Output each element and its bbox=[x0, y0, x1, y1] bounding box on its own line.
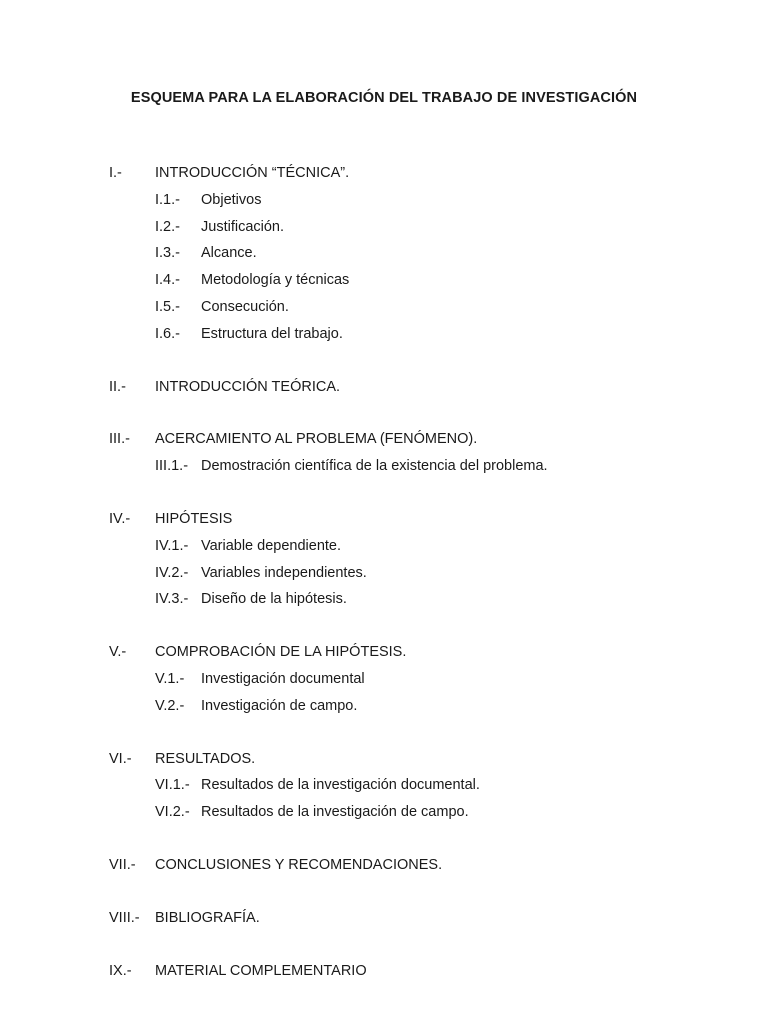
section-number: IV.- bbox=[109, 510, 131, 527]
subsection-number: III.1.- bbox=[155, 458, 189, 475]
subsection-number: IV.1.- bbox=[155, 537, 189, 554]
subsection-item bbox=[0, 772, 768, 799]
section-heading bbox=[0, 506, 768, 533]
subsection-number: I.3.- bbox=[155, 245, 180, 262]
subsection-item bbox=[0, 453, 768, 480]
section-number: VIII.- bbox=[109, 909, 140, 926]
section-heading bbox=[0, 852, 768, 879]
section-number: III.- bbox=[109, 431, 130, 448]
section-number: IX.- bbox=[109, 962, 132, 979]
subsection-title: Resultados de la investigación documental. bbox=[201, 777, 480, 794]
subsection-item bbox=[0, 693, 768, 720]
subsection-item bbox=[0, 799, 768, 826]
subsection-number: I.1.- bbox=[155, 191, 180, 208]
subsection-number: IV.3.- bbox=[155, 591, 189, 608]
subsection-title: Resultados de la investigación de campo. bbox=[201, 804, 469, 821]
outline-list bbox=[0, 160, 768, 1010]
section-number: I.- bbox=[109, 165, 122, 181]
outline-section bbox=[0, 426, 768, 480]
outline-section bbox=[0, 160, 768, 348]
subsection-item bbox=[0, 294, 768, 321]
document-title: ESQUEMA PARA LA ELABORACIÓN DEL TRABAJO DE INVESTIGACIÓN bbox=[130, 90, 638, 106]
outline-section bbox=[0, 852, 768, 879]
subsection-title: Metodología y técnicas bbox=[201, 272, 350, 289]
subsection-number: VI.1.- bbox=[155, 777, 190, 794]
subsection-item bbox=[0, 267, 768, 294]
subsection-title: Estructura del trabajo. bbox=[201, 325, 343, 342]
subsection-title: Investigación documental bbox=[201, 670, 365, 687]
section-title: CONCLUSIONES Y RECOMENDACIONES. bbox=[155, 856, 443, 873]
subsection-number: VI.2.- bbox=[155, 804, 190, 821]
section-title: MATERIAL COMPLEMENTARIO bbox=[155, 962, 367, 979]
subsection-number: I.2.- bbox=[155, 218, 180, 235]
section-heading bbox=[0, 746, 768, 773]
section-title: RESULTADOS. bbox=[155, 750, 256, 767]
outline-section bbox=[0, 958, 768, 985]
subsection-title: Investigación de campo. bbox=[201, 697, 358, 714]
section-title: COMPROBACIÓN DE LA HIPÓTESIS. bbox=[155, 644, 407, 661]
subsection-number: I.4.- bbox=[155, 272, 180, 289]
section-title: HIPÓTESIS bbox=[155, 510, 233, 527]
section-number: VI.- bbox=[109, 750, 132, 767]
subsection-item bbox=[0, 533, 768, 560]
section-heading bbox=[0, 639, 768, 666]
subsection-title: Variables independientes. bbox=[201, 564, 367, 581]
section-title: INTRODUCCIÓN “TÉCNICA”. bbox=[155, 165, 350, 181]
section-heading bbox=[0, 160, 768, 187]
subsection-item bbox=[0, 187, 768, 214]
subsection-number: IV.2.- bbox=[155, 564, 189, 581]
subsection-item bbox=[0, 666, 768, 693]
subsection-title: Variable dependiente. bbox=[201, 537, 342, 554]
outline-section bbox=[0, 639, 768, 719]
section-heading bbox=[0, 958, 768, 985]
outline-section bbox=[0, 746, 768, 826]
subsection-number: I.5.- bbox=[155, 298, 180, 315]
subsection-item bbox=[0, 240, 768, 267]
subsection-title: Justificación. bbox=[201, 218, 285, 235]
subsection-title: Objetivos bbox=[201, 191, 262, 208]
section-number: VII.- bbox=[109, 856, 136, 873]
section-heading bbox=[0, 374, 768, 401]
subsection-number: V.1.- bbox=[155, 670, 185, 687]
section-number: II.- bbox=[109, 378, 126, 395]
subsection-title: Diseño de la hipótesis. bbox=[201, 591, 347, 608]
outline-section bbox=[0, 905, 768, 932]
subsection-item bbox=[0, 586, 768, 613]
subsection-item bbox=[0, 560, 768, 587]
section-title: ACERCAMIENTO AL PROBLEMA (FENÓMENO). bbox=[155, 431, 478, 448]
section-heading bbox=[0, 905, 768, 932]
section-title: INTRODUCCIÓN TEÓRICA. bbox=[155, 378, 341, 395]
subsection-title: Alcance. bbox=[201, 245, 257, 262]
subsection-item bbox=[0, 214, 768, 241]
subsection-title: Consecución. bbox=[201, 298, 289, 315]
subsection-number: V.2.- bbox=[155, 697, 185, 714]
outline-section bbox=[0, 506, 768, 613]
section-title: BIBLIOGRAFÍA. bbox=[155, 909, 260, 926]
section-heading bbox=[0, 426, 768, 453]
subsection-number: I.6.- bbox=[155, 325, 180, 342]
subsection-title: Demostración científica de la existencia del problema. bbox=[201, 458, 548, 475]
subsection-item bbox=[0, 321, 768, 348]
section-number: V.- bbox=[109, 644, 127, 661]
outline-section bbox=[0, 374, 768, 401]
